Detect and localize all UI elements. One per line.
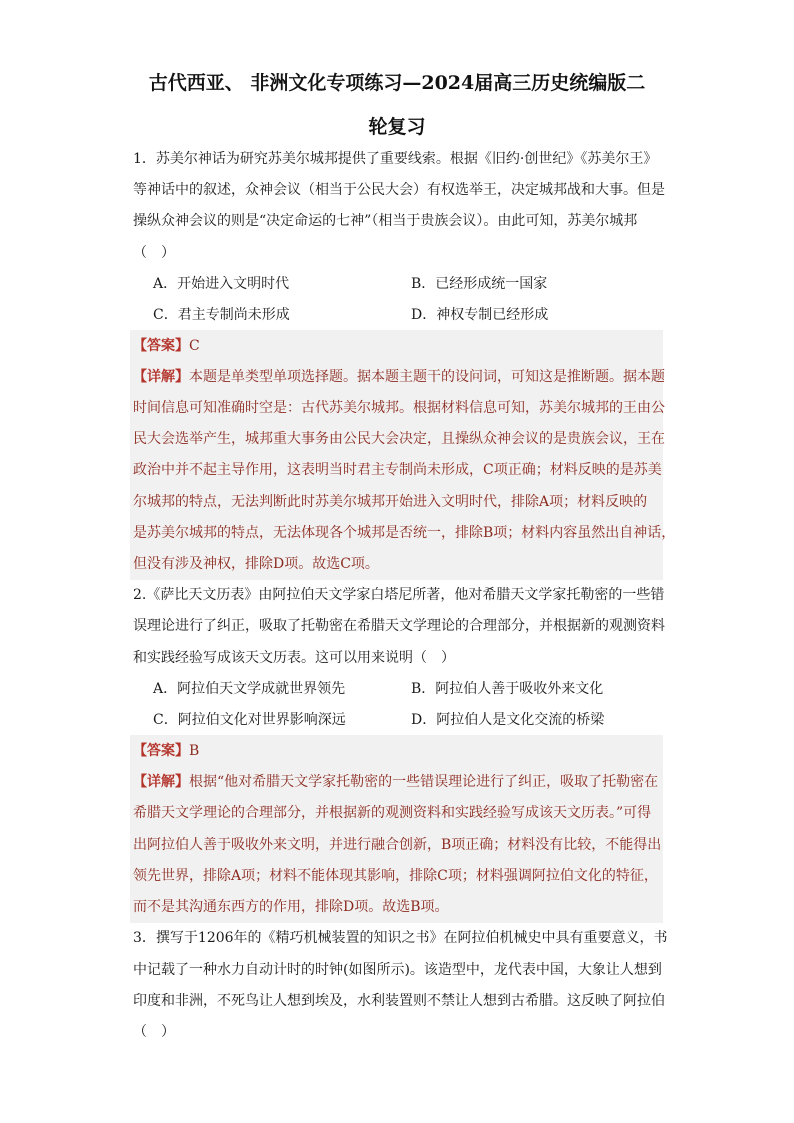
q3-stem-line: 3．撰写于1206年的《精巧机械装置的知识之书》在阿拉伯机械史中具有重要意义，书 <box>133 930 668 946</box>
q1-stem-line: 1．苏美尔神话为研究苏美尔城邦提供了重要线索。根据《旧约·创世纪》《苏美尔王》 <box>133 151 658 167</box>
q1-detail-line: 政治中并不起主导作用，这表明当时君主专制尚未形成，C项正确；材料反映的是苏美 <box>133 462 662 478</box>
q1-detail-line: 但没有涉及神权，排除D项。故选C项。 <box>133 556 379 572</box>
q1-detail-line: 民大会选举产生，城邦重大事务由公民大会决定，且操纵众神会议的是贵族会议，王在 <box>133 431 665 447</box>
q1-option-b: B．已经形成统一国家 <box>411 276 548 292</box>
q1-option-c: C．君主专制尚未形成 <box>153 307 290 323</box>
answer-tag: 【答案】 <box>133 338 189 354</box>
q2-option-b: B．阿拉伯人善于吸收外来文化 <box>411 681 604 697</box>
answer-tag: 【答案】 <box>133 743 189 759</box>
answer-value: C <box>189 338 200 354</box>
q2-detail-line: 希腊天文学理论的合理部分，并根据新的观测资料和实践经验写成该天文历表。”可得 <box>133 805 652 821</box>
q1-option-a: A．开始进入文明时代 <box>153 276 290 292</box>
q3-stem-line: 中记载了一种水力自动计时的时钟(如图所示)。该造型中，龙代表中国，大象让人想到 <box>133 962 662 978</box>
q1-stem-line: 操纵众神会议的则是“决定命运的七神”（相当于贵族会议）。由此可知，苏美尔城邦 <box>133 213 638 229</box>
q2-option-c: C．阿拉伯文化对世界影响深远 <box>153 712 346 728</box>
q2-answer-panel <box>130 735 663 923</box>
q1-stem-line: 等神话中的叙述，众神会议（相当于公民大会）有权选举王，决定城邦战和大事。但是 <box>133 182 665 198</box>
q1-detail-line: 尔城邦的特点，无法判断此时苏美尔城邦开始进入文明时代，排除A项；材料反映的 <box>133 494 648 510</box>
q1-detail-line: 时间信息可知准确时空是：古代苏美尔城邦。根据材料信息可知，苏美尔城邦的王由公 <box>133 400 665 416</box>
q2-detail-line: 【详解】根据“他对希腊天文学家托勒密的一些错误理论进行了纠正，吸取了托勒密在 <box>133 774 659 790</box>
q2-option-a: A．阿拉伯天文学成就世界领先 <box>153 681 346 697</box>
q2-option-d: D．阿拉伯人是文化交流的桥梁 <box>411 712 605 728</box>
q2-stem-line: 2.《萨比天文历表》由阿拉伯天文学家白塔尼所著，他对希腊天文学家托勒密的一些错 <box>133 587 665 603</box>
document-title-line2: 轮复习 <box>368 116 426 138</box>
q2-detail-line: 领先世界，排除A项；材料不能体现其影响，排除C项；材料强调阿拉伯文化的特征， <box>133 868 658 884</box>
q2-stem-line: 和实践经验写成该天文历表。这可以用来说明（ ） <box>133 650 455 666</box>
q1-answer <box>133 337 200 355</box>
q3-stem-line: （ ） <box>133 1024 175 1040</box>
q2-detail-line: 出阿拉伯人善于吸收外来文明，并进行融合创新，B项正确；材料没有比较，不能得出 <box>133 837 662 853</box>
q2-stem-line: 误理论进行了纠正，吸取了托勒密在希腊天文学理论的合理部分，并根据新的观测资料 <box>133 618 665 634</box>
q1-detail-line: 【详解】本题是单类型单项选择题。据本题主题干的设问词，可知这是推断题。据本题 <box>133 369 665 385</box>
q2-detail-line: 而不是其沟通东西方的作用，排除D项。故选B项。 <box>133 899 449 915</box>
detail-tag: 【详解】 <box>133 369 189 385</box>
document-title-line1: 古代西亚、 非洲文化专项练习—2024届高三历史统编版二 <box>148 72 646 94</box>
q1-option-d: D．神权专制已经形成 <box>411 307 549 323</box>
answer-value: B <box>189 743 200 759</box>
detail-tag: 【详解】 <box>133 774 189 790</box>
q1-stem-line: （ ） <box>133 245 175 261</box>
q1-detail-line: 是苏美尔城邦的特点，无法体现各个城邦是否统一，排除B项；材料内容虽然出自神话， <box>133 525 676 541</box>
q2-answer <box>133 742 199 760</box>
q3-stem-line: 印度和非洲，不死鸟让人想到埃及，水利装置则不禁让人想到古希腊。这反映了阿拉伯 <box>133 993 665 1009</box>
